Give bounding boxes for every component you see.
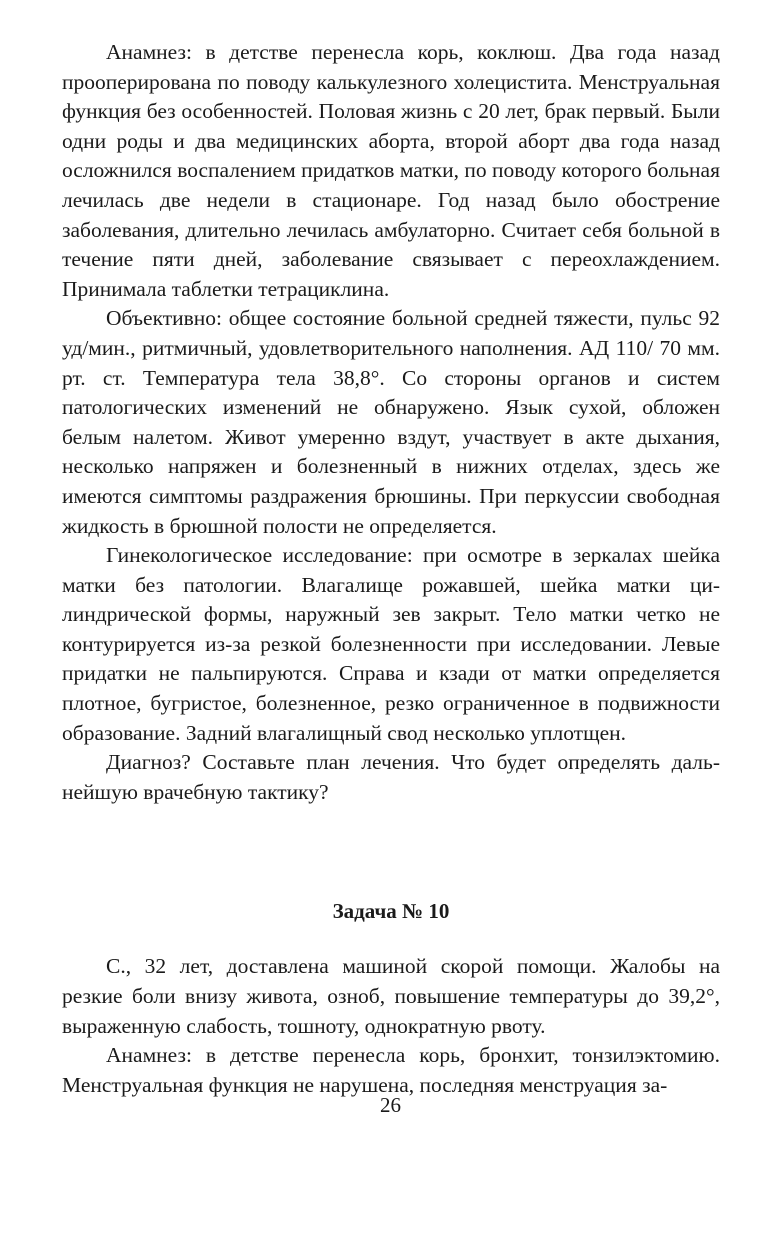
page-body xyxy=(62,38,720,1100)
paragraph-anamnesis-2: Анамнез: в детстве перенесла корь, бронхит, тонзилэктомию. Менструальная функция не нарушена, последняя менструация за- xyxy=(62,1043,720,1097)
paragraph-complaints: С., 32 лет, доставлена машиной скорой помощи. Жалобы на резкие боли внизу живота, озноб, повышение температуры до 39,2°, выраженную слабость, тошноту, однократную рвоту. xyxy=(62,954,720,1038)
paragraph-gynecological-exam: Гинекологическое исследование: при осмотре в зеркалах шейка матки без патологии. Влагалище рожавшей, шейка матки цилиндрической формы, наружный зев закрыт. Тело матки четко не контурируется из-за резкой болезненности при исследовании. Левые придатки не пальпируются. Справа и кзади от матки определяется плотное, бугристое, болезненное, резко ограниченное в подвижности образование. Задний влагалищный свод несколько уплотщен. xyxy=(62,543,720,745)
page-number: 26 xyxy=(380,1093,401,1117)
task-heading: Задача № 10 xyxy=(332,899,450,924)
paragraph-anamnesis: Анамнез: в детстве перенесла корь, коклюш. Два года назад прооперирована по поводу калькулезного холецистита. Менструальная функция без особенностей. Половая жизнь с 20 лет, брак первый. Были одни роды и два медицинских аборта, второй аборт два года назад осложнился воспалением придатков матки, по поводу которого больная лечилась две недели в стационаре. Год назад было обострение заболевания, длительно лечилась амбулаторно. Считает себя больной в течение пяти дней, заболевание связывает с переохлаждением. Принимала таблетки тетрациклина. xyxy=(62,40,720,301)
paragraph-questions: Диагноз? Составьте план лечения. Что будет определять дальнейшую врачебную тактику? xyxy=(62,750,720,804)
paragraph-objective-exam: Объективно: общее состояние больной средней тяжести, пульс 92 уд/мин., ритмичный, удовлетворительного наполнения. АД 110/ 70 мм. рт. ст. Температура тела 38,8°. Со стороны органов и систем патологических изменений не обнаружено. Язык сухой, обложен белым налетом. Живот умеренно вздут, участвует в акте дыхания, несколько напряжен и болезненный в нижних отделах, здесь же имеются симптомы раздражения брюшины. При перкуссии свободная жидкость в брюшной полости не определяется. xyxy=(62,306,720,538)
